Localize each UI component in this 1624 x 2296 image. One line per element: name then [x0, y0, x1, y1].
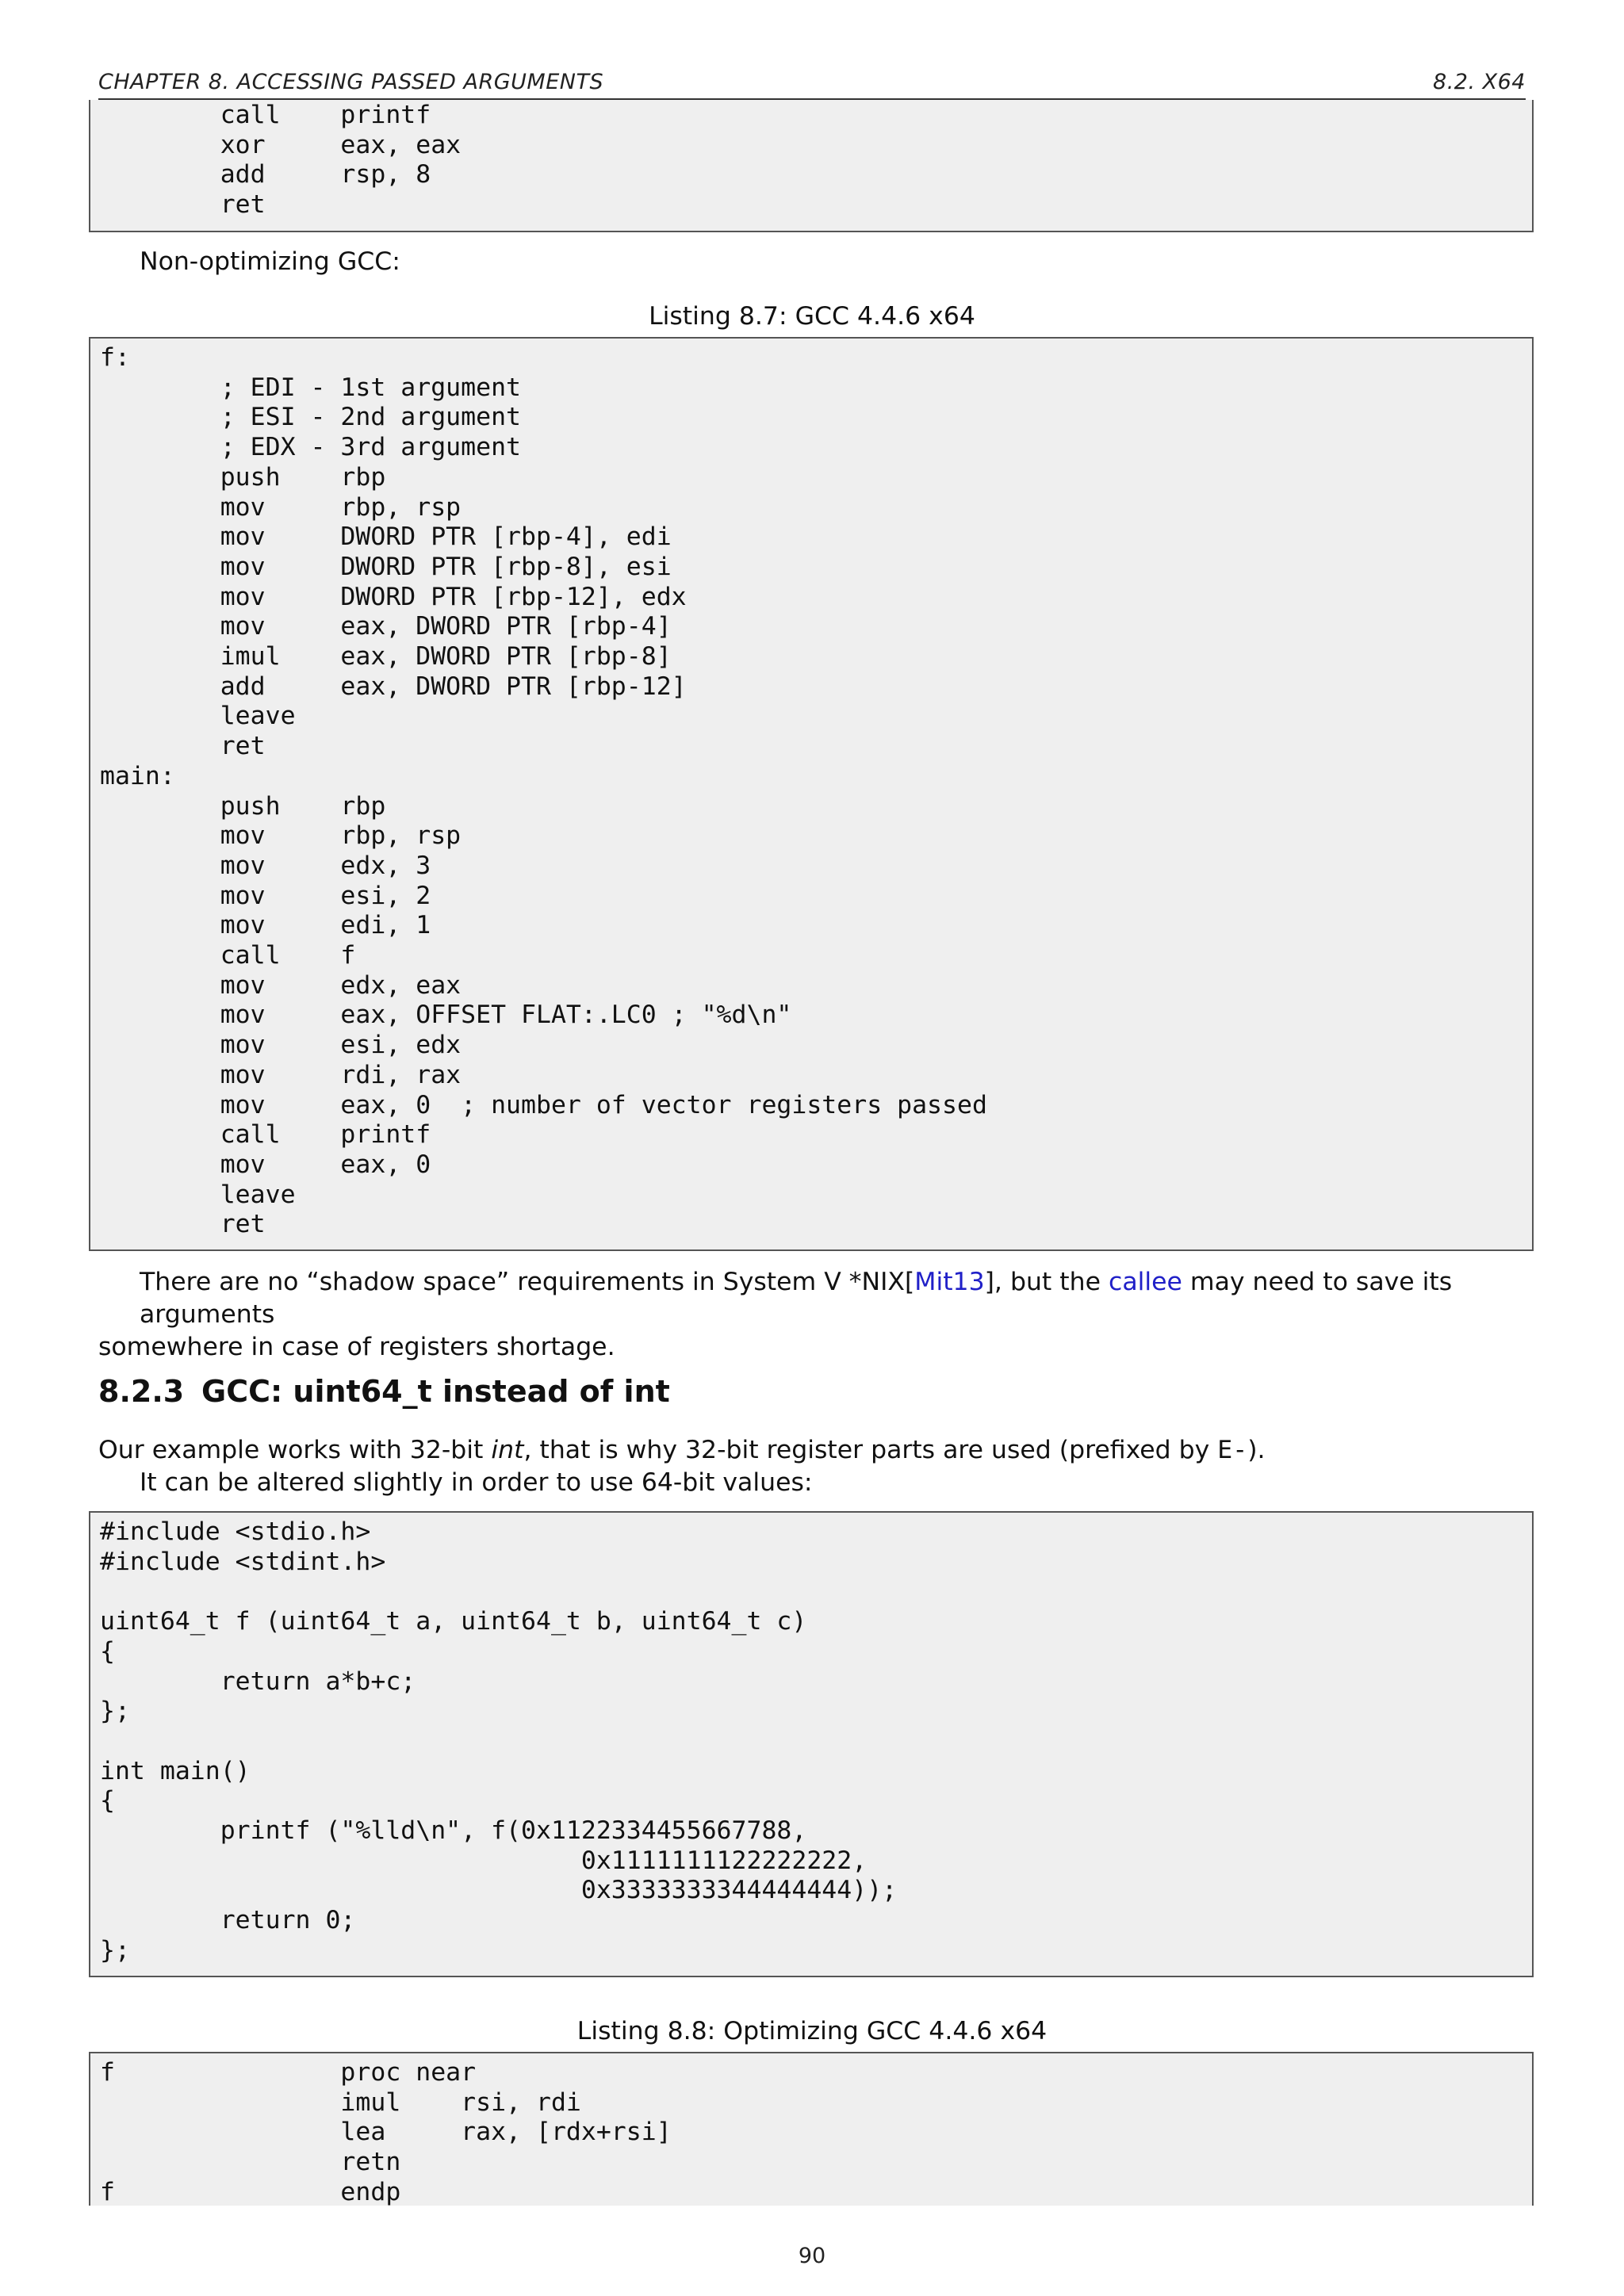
section-number: 8.2.3 — [98, 1374, 185, 1409]
listing-caption-8-8: Listing 8.8: Optimizing GCC 4.4.6 x64 — [576, 2017, 1048, 2045]
para-line-1: There are no “shadow space” requirements in System V *NIX[Mit13], but the callee may need to save its arguments — [140, 1268, 1453, 1329]
section-heading — [98, 1374, 670, 1409]
paragraph-64bit: It can be altered slightly in order to use 64-bit values: — [140, 1468, 813, 1497]
code-block-c-source — [89, 1511, 1534, 1977]
listing-caption-8-7: Listing 8.7: GCC 4.4.6 x64 — [649, 302, 975, 331]
inline-code-e: E- — [1217, 1436, 1248, 1464]
code-block-listing-8-8 — [89, 2052, 1534, 2206]
code-text: #include <stdio.h> #include <stdint.h> uint64_t f (uint64_t a, uint64_t b, uint64_t c) { return a*b+c; }; int main() { printf ("%lld\n", f(0x1122334455667788, 0x1111111122222222, 0x3333333344444444)); return 0; }; — [100, 1517, 898, 1965]
citation-link-mit13[interactable]: Mit13 — [914, 1268, 985, 1296]
emphasis-int: int — [491, 1436, 524, 1464]
paragraph-32bit: Our example works with 32-bit int, that is why 32-bit register parts are used (prefixed by E-). — [98, 1436, 1266, 1464]
code-block-continued — [89, 100, 1534, 232]
section-title-text: GCC: uint64_t instead of int — [201, 1374, 670, 1409]
para-line-2: somewhere in case of registers shortage. — [98, 1333, 615, 1361]
code-block-listing-8-7 — [89, 337, 1534, 1251]
paragraph-shadow-space — [98, 1266, 1527, 1364]
running-header-chapter: CHAPTER 8. ACCESSING PASSED ARGUMENTS — [98, 70, 604, 94]
intro-text: Non-optimizing GCC: — [140, 247, 400, 276]
page-number: 90 — [798, 2244, 826, 2268]
code-text: f proc near imul rsi, rdi lea rax, [rdx+rsi] retn f endp — [100, 2058, 672, 2206]
running-header-section: 8.2. X64 — [1433, 70, 1526, 94]
code-text: f: ; EDI - 1st argument ; ESI - 2nd argument ; EDX - 3rd argument push rbp mov rbp, rsp mov DWORD PTR [rbp-4], edi mov DWORD PTR [rbp-8], esi mov DWORD PTR [rbp-12], edx mov eax, DWORD PTR [rbp-4] imul eax, DWORD PTR [rbp-8] add eax, DWORD PTR [rbp-12] leave ret main: push rbp mov rbp, rsp mov edx, 3 mov esi, 2 mov edi, 1 call f mov edx, eax mov eax, OFFSET FLAT:.LC0 ; "%d\n" mov esi, edx mov rdi, rax mov eax, 0 ; number of vector registers passed call printf mov eax, 0 leave ret — [100, 343, 987, 1239]
glossary-link-callee[interactable]: callee — [1109, 1268, 1182, 1296]
code-text: call printf xor eax, eax add rsp, 8 ret — [220, 101, 462, 220]
